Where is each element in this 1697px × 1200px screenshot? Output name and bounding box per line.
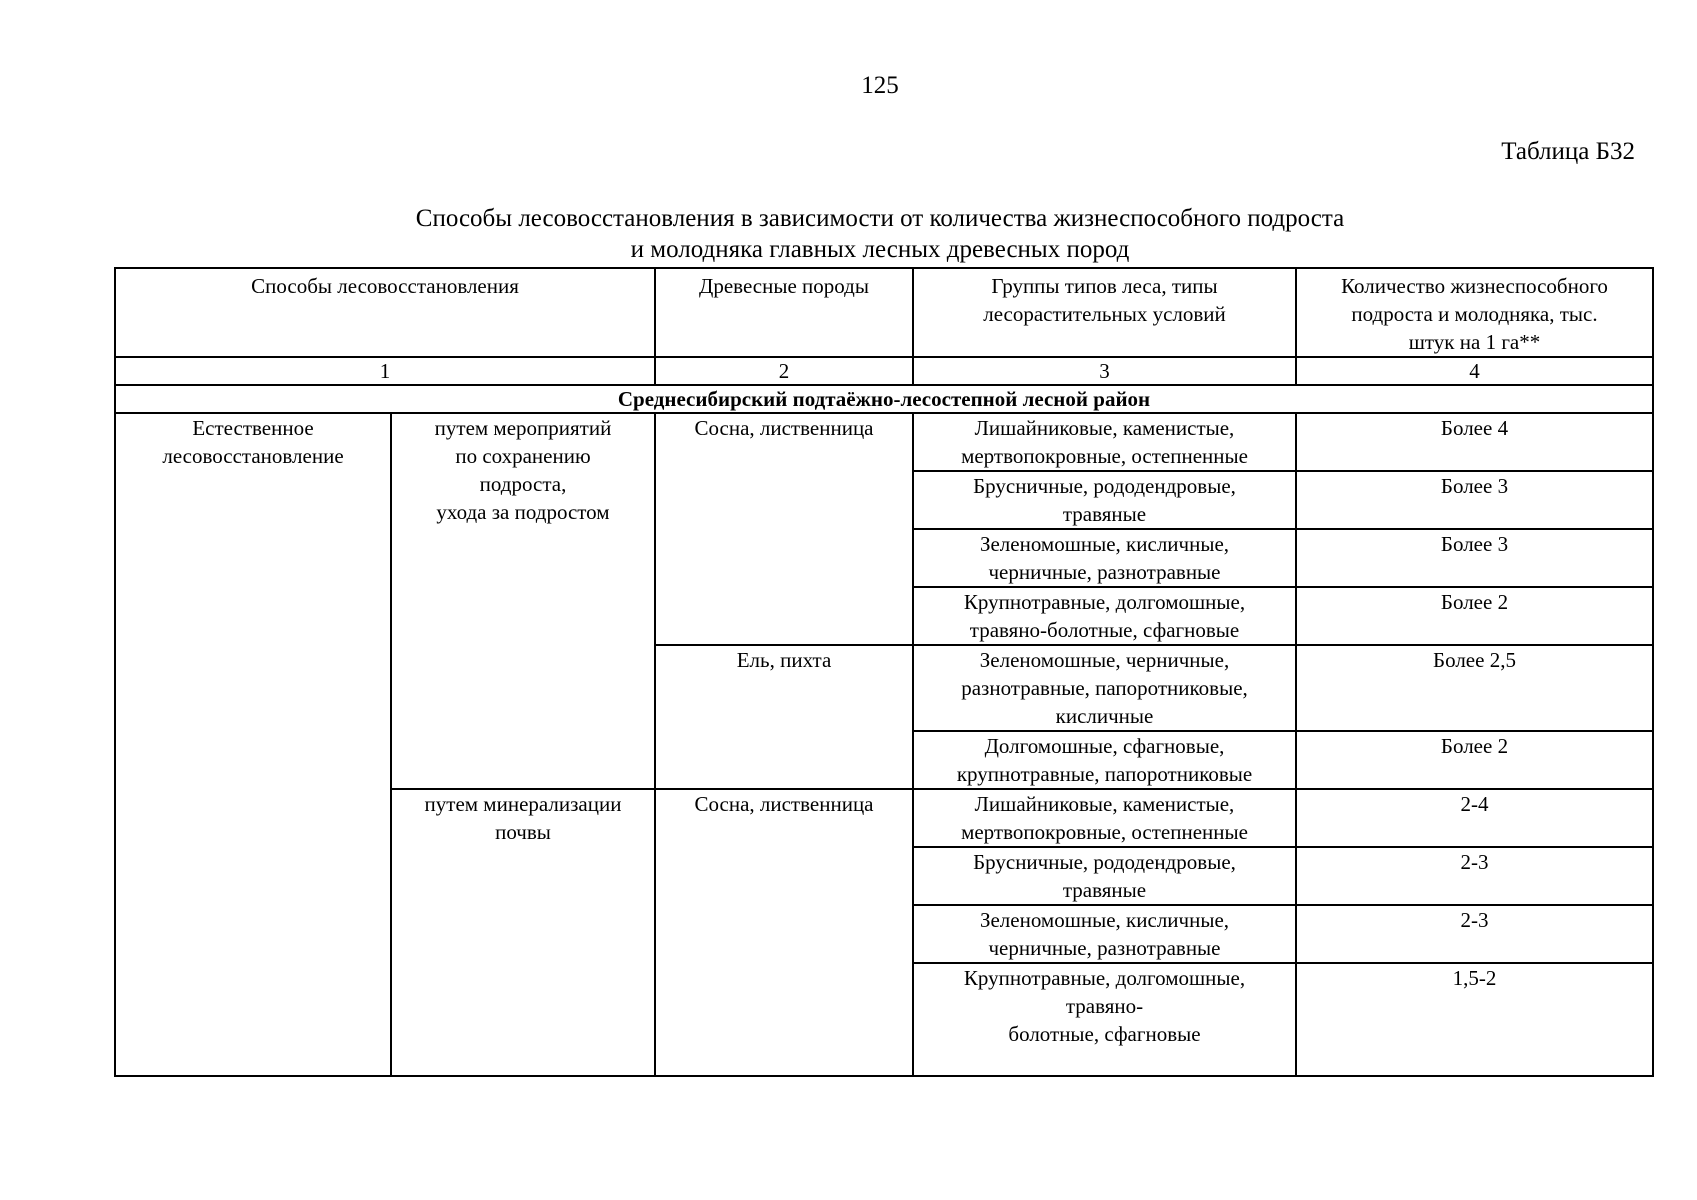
quantity-cell: 2-3 xyxy=(1296,847,1653,905)
column-number: 2 xyxy=(655,357,913,385)
region-row xyxy=(115,385,1653,413)
quantity-cell: Более 2 xyxy=(1296,731,1653,789)
table-title-line-2: и молодняка главных лесных древесных пород xyxy=(630,236,1130,263)
table-title-line-1: Способы лесовосстановления в зависимости от количества жизнеспособного подроста xyxy=(415,205,1345,232)
quantity-cell: Более 2 xyxy=(1296,587,1653,645)
table-label: Таблица Б32 xyxy=(1501,138,1635,165)
quantity-cell: 2-3 xyxy=(1296,905,1653,963)
forest-types-cell: Лишайниковые, каменистые, мертвопокровные, остепненные xyxy=(913,413,1296,471)
header-forest-types: Группы типов леса, типы лесорастительных условий xyxy=(913,268,1296,357)
page-number: 125 xyxy=(861,72,899,99)
header-quantity: Количество жизнеспособного подроста и молодняка, тыс. штук на 1 га** xyxy=(1296,268,1653,357)
quantity-cell: Более 3 xyxy=(1296,471,1653,529)
column-number-row xyxy=(115,357,1653,385)
column-number: 4 xyxy=(1296,357,1653,385)
quantity-cell: 1,5-2 xyxy=(1296,963,1653,1076)
region-heading: Среднесибирский подтаёжно-лесостепной лесной район xyxy=(115,385,1653,413)
quantity-cell: Более 4 xyxy=(1296,413,1653,471)
header-species: Древесные породы xyxy=(655,268,913,357)
column-number: 3 xyxy=(913,357,1296,385)
method-cell: Естественное лесовосстановление xyxy=(115,413,391,1076)
header-row xyxy=(115,268,1653,357)
species-cell: Сосна, лиственница xyxy=(655,789,913,1076)
forest-types-cell: Зеленомошные, черничные, разнотравные, папоротниковые, кисличные xyxy=(913,645,1296,731)
table-title xyxy=(0,203,1697,265)
quantity-cell: 2-4 xyxy=(1296,789,1653,847)
forest-types-cell: Лишайниковые, каменистые, мертвопокровные, остепненные xyxy=(913,789,1296,847)
forest-types-cell: Долгомошные, сфагновые, крупнотравные, папоротниковые xyxy=(913,731,1296,789)
forest-types-cell: Крупнотравные, долгомошные, травяно- болотные, сфагновые xyxy=(913,963,1296,1076)
reforestation-table xyxy=(114,267,1654,1077)
forest-types-cell: Брусничные, рододендровые, травяные xyxy=(913,471,1296,529)
forest-types-cell: Брусничные, рододендровые, травяные xyxy=(913,847,1296,905)
header-methods: Способы лесовосстановления xyxy=(115,268,655,357)
forest-types-cell: Зеленомошные, кисличные, черничные, разнотравные xyxy=(913,529,1296,587)
species-cell: Сосна, лиственница xyxy=(655,413,913,645)
table-row xyxy=(115,413,1653,471)
submethod-cell: путем мероприятий по сохранению подроста, ухода за подростом xyxy=(391,413,655,789)
submethod-cell: путем минерализации почвы xyxy=(391,789,655,1076)
forest-types-cell: Зеленомошные, кисличные, черничные, разнотравные xyxy=(913,905,1296,963)
quantity-cell: Более 2,5 xyxy=(1296,645,1653,731)
species-cell: Ель, пихта xyxy=(655,645,913,789)
quantity-cell: Более 3 xyxy=(1296,529,1653,587)
forest-types-cell: Крупнотравные, долгомошные, травяно-болотные, сфагновые xyxy=(913,587,1296,645)
column-number: 1 xyxy=(115,357,655,385)
